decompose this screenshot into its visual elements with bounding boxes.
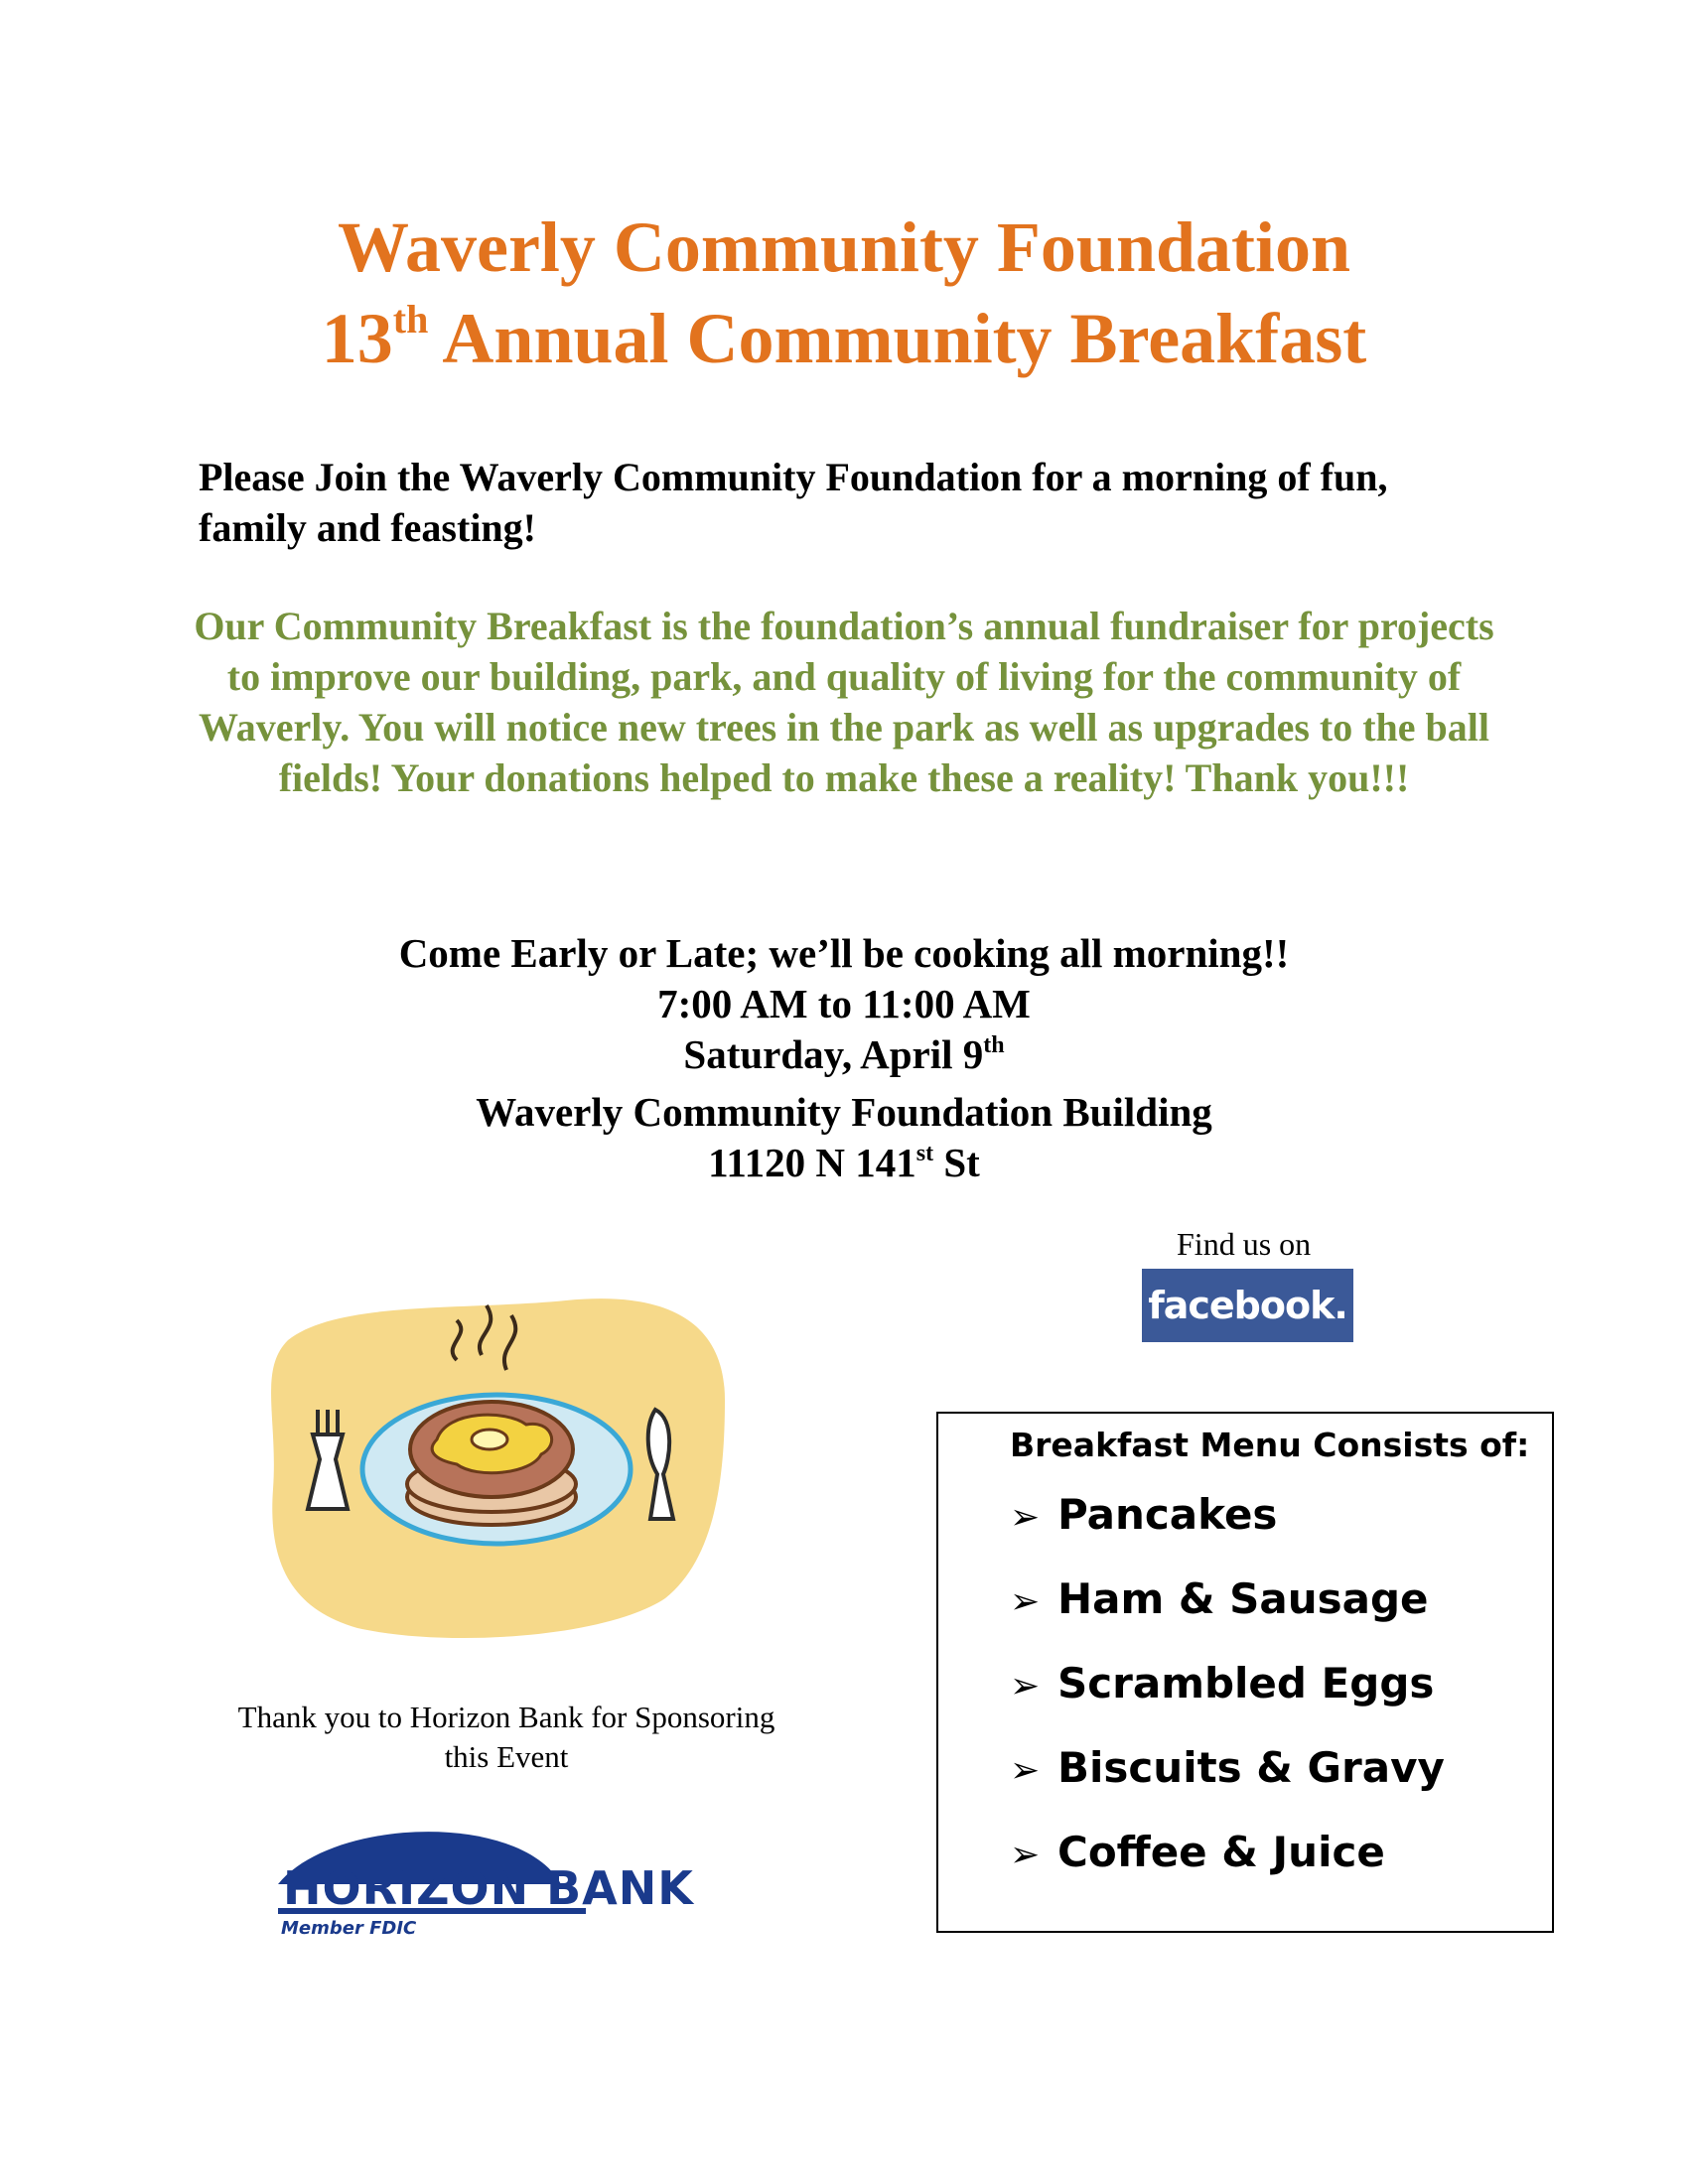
menu-list — [1010, 1485, 1445, 1907]
event-tagline: Come Early or Late; we’ll be cooking all morning!! — [398, 930, 1290, 976]
menu-item-label: Scrambled Eggs — [1057, 1659, 1435, 1707]
breakfast-menu-box — [936, 1412, 1554, 1933]
sponsor-thanks: Thank you to Horizon Bank for Sponsoring this Event — [237, 1700, 775, 1774]
event-date-suffix: th — [983, 1032, 1005, 1058]
bank-name: HORIZON BANK — [283, 1861, 694, 1915]
arrow-bullet-icon: ➢ — [1010, 1835, 1041, 1875]
menu-item — [1010, 1570, 1445, 1654]
arrow-bullet-icon: ➢ — [1010, 1581, 1041, 1622]
horizon-bank-logo — [273, 1807, 720, 1946]
facebook-logo[interactable]: facebook. — [1142, 1269, 1353, 1342]
menu-item — [1010, 1485, 1445, 1570]
event-date-text: Saturday, April 9 — [683, 1031, 984, 1077]
menu-item-label: Coffee & Juice — [1057, 1828, 1385, 1876]
title-event-suffix: th — [392, 297, 429, 341]
event-address-street: St — [933, 1140, 980, 1185]
arrow-bullet-icon: ➢ — [1010, 1750, 1041, 1791]
event-venue: Waverly Community Foundation Building — [476, 1089, 1212, 1135]
menu-item — [1010, 1654, 1445, 1738]
arrow-bullet-icon: ➢ — [1010, 1666, 1041, 1706]
find-us-label: Find us on — [1177, 1226, 1312, 1262]
menu-item-label: Ham & Sausage — [1057, 1574, 1429, 1623]
bank-member-fdic: Member FDIC — [281, 1918, 417, 1939]
purpose-paragraph: Our Community Breakfast is the foundation’s annual fundraiser for projects to improve our building, park, and quality of living for the community of Waverly. You will notice new trees in the park as well as upgrades to the ball fields! Your donations helped to make these a reality! Thank you!!! — [194, 604, 1494, 800]
menu-item-label: Pancakes — [1057, 1490, 1278, 1539]
menu-item-label: Biscuits & Gravy — [1057, 1743, 1445, 1792]
title-event — [0, 295, 1688, 393]
pancake-breakfast-clipart — [248, 1261, 745, 1658]
event-address — [0, 1138, 1688, 1195]
event-date — [0, 1029, 1688, 1087]
title-event-number: 13 — [321, 299, 393, 378]
butter-icon — [472, 1430, 507, 1449]
event-address-suffix: st — [915, 1141, 934, 1166]
event-time: 7:00 AM to 11:00 AM — [657, 981, 1031, 1026]
arrow-bullet-icon: ➢ — [1010, 1497, 1041, 1538]
intro-paragraph: Please Join the Waverly Community Foundation for a morning of fun, family and feasting! — [199, 455, 1388, 550]
event-details — [0, 928, 1688, 1195]
menu-item — [1010, 1738, 1445, 1823]
event-address-number: 11120 N 141 — [708, 1140, 916, 1185]
menu-heading: Breakfast Menu Consists of: — [1010, 1426, 1530, 1464]
menu-item — [1010, 1823, 1445, 1907]
title-foundation: Waverly Community Foundation — [337, 207, 1351, 287]
title-event-name: Annual Community Breakfast — [428, 299, 1367, 378]
